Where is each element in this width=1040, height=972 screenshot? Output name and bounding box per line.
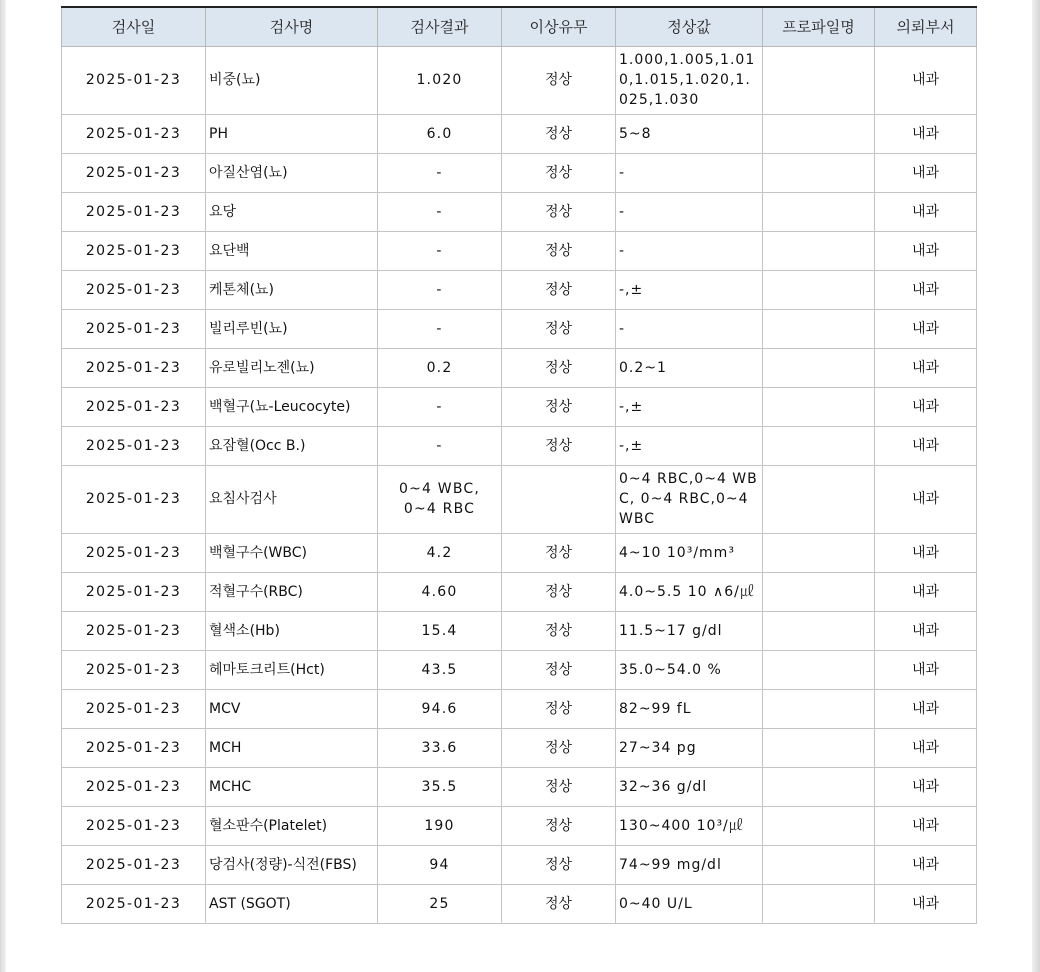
abnormal-flag-cell: 정상 [502, 572, 616, 611]
normal-range-cell: 82~99 fL [616, 689, 763, 728]
normal-range-cell: 74~99 mg/dl [616, 845, 763, 884]
profile-name-cell [763, 46, 875, 114]
test-date-cell: 2025-01-23 [62, 689, 206, 728]
requesting-dept-cell: 내과 [875, 689, 977, 728]
abnormal-flag-cell: 정상 [502, 728, 616, 767]
profile-name-cell [763, 884, 875, 923]
test-name-cell: 백혈구(뇨-Leucocyte) [206, 387, 378, 426]
abnormal-flag-cell: 정상 [502, 533, 616, 572]
normal-range-cell: - [616, 309, 763, 348]
profile-name-cell [763, 728, 875, 767]
normal-range-cell: 5~8 [616, 114, 763, 153]
normal-range-cell: 1.000,1.005,1.010,1.015,1.020,1.025,1.030 [616, 46, 763, 114]
requesting-dept-cell: 내과 [875, 767, 977, 806]
table-row [62, 611, 977, 650]
abnormal-flag-cell: 정상 [502, 192, 616, 231]
test-name-cell: 혈소판수(Platelet) [206, 806, 378, 845]
profile-name-cell [763, 845, 875, 884]
test-name-cell: 유로빌리노젠(뇨) [206, 348, 378, 387]
test-date-cell: 2025-01-23 [62, 348, 206, 387]
table-row [62, 806, 977, 845]
profile-name-cell [763, 309, 875, 348]
profile-name-cell [763, 465, 875, 533]
test-result-cell: - [378, 231, 502, 270]
test-name-cell: MCH [206, 728, 378, 767]
test-date-cell: 2025-01-23 [62, 270, 206, 309]
table-row [62, 270, 977, 309]
table-row [62, 348, 977, 387]
profile-name-cell [763, 689, 875, 728]
table-row [62, 309, 977, 348]
test-result-cell: 25 [378, 884, 502, 923]
profile-name-cell [763, 387, 875, 426]
table-row [62, 465, 977, 533]
normal-range-cell: 11.5~17 g/dl [616, 611, 763, 650]
abnormal-flag-cell: 정상 [502, 426, 616, 465]
abnormal-flag-cell: 정상 [502, 46, 616, 114]
header-requesting-dept: 의뢰부서 [875, 7, 977, 46]
normal-range-cell: 0~40 U/L [616, 884, 763, 923]
abnormal-flag-cell: 정상 [502, 153, 616, 192]
abnormal-flag-cell: 정상 [502, 767, 616, 806]
normal-range-cell: 27~34 pg [616, 728, 763, 767]
header-test-result: 검사결과 [378, 7, 502, 46]
requesting-dept-cell: 내과 [875, 153, 977, 192]
test-date-cell: 2025-01-23 [62, 46, 206, 114]
profile-name-cell [763, 533, 875, 572]
normal-range-cell: 0.2~1 [616, 348, 763, 387]
requesting-dept-cell: 내과 [875, 845, 977, 884]
abnormal-flag-cell: 정상 [502, 650, 616, 689]
profile-name-cell [763, 767, 875, 806]
requesting-dept-cell: 내과 [875, 465, 977, 533]
test-result-cell: 15.4 [378, 611, 502, 650]
abnormal-flag-cell: 정상 [502, 387, 616, 426]
table-row [62, 153, 977, 192]
profile-name-cell [763, 348, 875, 387]
test-result-cell: 1.020 [378, 46, 502, 114]
profile-name-cell [763, 650, 875, 689]
test-result-cell: 6.0 [378, 114, 502, 153]
requesting-dept-cell: 내과 [875, 426, 977, 465]
test-name-cell: AST (SGOT) [206, 884, 378, 923]
abnormal-flag-cell: 정상 [502, 231, 616, 270]
test-date-cell: 2025-01-23 [62, 153, 206, 192]
abnormal-flag-cell: 정상 [502, 806, 616, 845]
test-name-cell: 백혈구수(WBC) [206, 533, 378, 572]
normal-range-cell: - [616, 153, 763, 192]
test-date-cell: 2025-01-23 [62, 465, 206, 533]
page-edge-right [1032, 0, 1040, 972]
test-name-cell: 비중(뇨) [206, 46, 378, 114]
abnormal-flag-cell: 정상 [502, 689, 616, 728]
requesting-dept-cell: 내과 [875, 611, 977, 650]
abnormal-flag-cell: 정상 [502, 348, 616, 387]
test-name-cell: 요잠혈(Occ B.) [206, 426, 378, 465]
abnormal-flag-cell: 정상 [502, 884, 616, 923]
test-date-cell: 2025-01-23 [62, 728, 206, 767]
table-row [62, 533, 977, 572]
requesting-dept-cell: 내과 [875, 650, 977, 689]
test-name-cell: MCHC [206, 767, 378, 806]
table-row [62, 231, 977, 270]
table-row [62, 767, 977, 806]
requesting-dept-cell: 내과 [875, 806, 977, 845]
requesting-dept-cell: 내과 [875, 533, 977, 572]
header-abnormal-flag: 이상유무 [502, 7, 616, 46]
test-name-cell: 적혈구수(RBC) [206, 572, 378, 611]
normal-range-cell: -,± [616, 387, 763, 426]
test-result-cell: - [378, 153, 502, 192]
test-name-cell: 헤마토크리트(Hct) [206, 650, 378, 689]
test-name-cell: 빌리루빈(뇨) [206, 309, 378, 348]
test-result-cell: 94 [378, 845, 502, 884]
table-row [62, 46, 977, 114]
header-profile-name: 프로파일명 [763, 7, 875, 46]
test-date-cell: 2025-01-23 [62, 387, 206, 426]
header-normal-range: 정상값 [616, 7, 763, 46]
abnormal-flag-cell: 정상 [502, 611, 616, 650]
normal-range-cell: -,± [616, 270, 763, 309]
normal-range-cell: 35.0~54.0 % [616, 650, 763, 689]
test-result-cell: - [378, 426, 502, 465]
test-result-cell: 0~4 WBC, 0~4 RBC [378, 465, 502, 533]
test-date-cell: 2025-01-23 [62, 806, 206, 845]
header-test-name: 검사명 [206, 7, 378, 46]
table-row [62, 728, 977, 767]
requesting-dept-cell: 내과 [875, 348, 977, 387]
requesting-dept-cell: 내과 [875, 309, 977, 348]
profile-name-cell [763, 572, 875, 611]
test-result-cell: - [378, 192, 502, 231]
requesting-dept-cell: 내과 [875, 572, 977, 611]
test-date-cell: 2025-01-23 [62, 426, 206, 465]
normal-range-cell: - [616, 231, 763, 270]
profile-name-cell [763, 192, 875, 231]
test-result-cell: - [378, 270, 502, 309]
test-result-cell: - [378, 387, 502, 426]
abnormal-flag-cell: 정상 [502, 270, 616, 309]
abnormal-flag-cell: 정상 [502, 845, 616, 884]
header-test-date: 검사일 [62, 7, 206, 46]
table-row [62, 650, 977, 689]
profile-name-cell [763, 611, 875, 650]
normal-range-cell: 4~10 10³/mm³ [616, 533, 763, 572]
requesting-dept-cell: 내과 [875, 728, 977, 767]
table-row [62, 845, 977, 884]
abnormal-flag-cell [502, 465, 616, 533]
requesting-dept-cell: 내과 [875, 231, 977, 270]
results-body [62, 46, 977, 923]
test-result-cell: 43.5 [378, 650, 502, 689]
page-edge-left [0, 0, 6, 972]
profile-name-cell [763, 270, 875, 309]
normal-range-cell: - [616, 192, 763, 231]
test-date-cell: 2025-01-23 [62, 309, 206, 348]
profile-name-cell [763, 426, 875, 465]
table-row [62, 884, 977, 923]
header-row [62, 7, 977, 46]
test-result-cell: 35.5 [378, 767, 502, 806]
requesting-dept-cell: 내과 [875, 114, 977, 153]
requesting-dept-cell: 내과 [875, 46, 977, 114]
test-name-cell: 케톤체(뇨) [206, 270, 378, 309]
test-result-cell: - [378, 309, 502, 348]
lab-results-table [61, 6, 977, 924]
test-date-cell: 2025-01-23 [62, 533, 206, 572]
test-date-cell: 2025-01-23 [62, 884, 206, 923]
test-name-cell: 당검사(정량)-식전(FBS) [206, 845, 378, 884]
profile-name-cell [763, 114, 875, 153]
test-date-cell: 2025-01-23 [62, 845, 206, 884]
test-result-cell: 190 [378, 806, 502, 845]
test-date-cell: 2025-01-23 [62, 192, 206, 231]
table-row [62, 689, 977, 728]
test-date-cell: 2025-01-23 [62, 231, 206, 270]
profile-name-cell [763, 153, 875, 192]
test-name-cell: 혈색소(Hb) [206, 611, 378, 650]
test-name-cell: 아질산염(뇨) [206, 153, 378, 192]
table-row [62, 192, 977, 231]
profile-name-cell [763, 806, 875, 845]
requesting-dept-cell: 내과 [875, 884, 977, 923]
table-row [62, 114, 977, 153]
test-date-cell: 2025-01-23 [62, 767, 206, 806]
test-result-cell: 33.6 [378, 728, 502, 767]
requesting-dept-cell: 내과 [875, 192, 977, 231]
requesting-dept-cell: 내과 [875, 270, 977, 309]
test-result-cell: 0.2 [378, 348, 502, 387]
test-date-cell: 2025-01-23 [62, 572, 206, 611]
requesting-dept-cell: 내과 [875, 387, 977, 426]
abnormal-flag-cell: 정상 [502, 114, 616, 153]
test-name-cell: MCV [206, 689, 378, 728]
normal-range-cell: -,± [616, 426, 763, 465]
abnormal-flag-cell: 정상 [502, 309, 616, 348]
test-date-cell: 2025-01-23 [62, 611, 206, 650]
test-result-cell: 94.6 [378, 689, 502, 728]
normal-range-cell: 130~400 10³/㎕ [616, 806, 763, 845]
table-row [62, 426, 977, 465]
test-name-cell: 요단백 [206, 231, 378, 270]
test-result-cell: 4.2 [378, 533, 502, 572]
table-row [62, 572, 977, 611]
test-result-cell: 4.60 [378, 572, 502, 611]
normal-range-cell: 0~4 RBC,0~4 WBC, 0~4 RBC,0~4 WBC [616, 465, 763, 533]
test-date-cell: 2025-01-23 [62, 650, 206, 689]
normal-range-cell: 4.0~5.5 10 ∧6/㎕ [616, 572, 763, 611]
test-name-cell: 요침사검사 [206, 465, 378, 533]
test-name-cell: 요당 [206, 192, 378, 231]
test-name-cell: PH [206, 114, 378, 153]
test-date-cell: 2025-01-23 [62, 114, 206, 153]
normal-range-cell: 32~36 g/dl [616, 767, 763, 806]
profile-name-cell [763, 231, 875, 270]
table-row [62, 387, 977, 426]
